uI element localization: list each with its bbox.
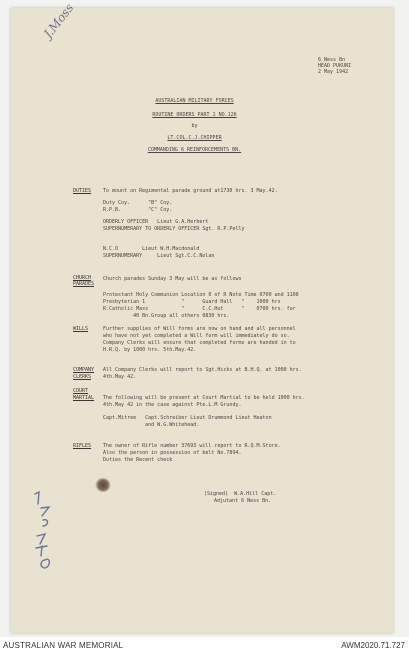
duties-line: N.C.O Lieut W.H.Macdonald (103, 246, 200, 252)
commander-name: LT.COL.C.J.CHIPPER (167, 135, 222, 141)
court-martial-line: The following will be present at Court Martial to be held 1000 hrs. (103, 395, 305, 401)
header-location: HEAD PUKUNI (318, 63, 352, 69)
church-line: Church parades Sunday 3 May will be as follows (103, 276, 242, 282)
footer-bar (0, 637, 409, 653)
court-martial-line: Capt.Mitree Capt.Schreiber Lieut Drummond Lieut Heaton (103, 415, 272, 421)
handwritten-annotation: J.Moss (41, 0, 77, 41)
ink-stain (95, 478, 111, 492)
duties-label: DUTIES (73, 188, 92, 194)
company-clerks-label: CLERKS (73, 374, 92, 380)
signature-line: (Signed) W.A.Hill Capt. (204, 491, 277, 497)
church-line: Presbyterian 1 " Guard Hall " 1000 hrs (103, 299, 281, 305)
footer-reference: AWM2020.71.727 (341, 641, 405, 650)
rifles-line: Duties the Recent check (103, 457, 173, 463)
church-label: PARADES (73, 281, 95, 287)
header-unit: 6 Ness Bn (318, 57, 346, 63)
header-date: 2 May 1942 (318, 69, 349, 75)
duties-line: Duty Coy. "B" Coy. (103, 200, 173, 206)
church-line: 40 Bn.Group all others 0830 hrs. (103, 313, 230, 319)
company-clerks-line: All Company Clerks will report to Sgt.Hicks at B.H.Q. at 1000 hrs. (103, 367, 302, 373)
commander-title: COMMANDING 6 REINFORCEMENTS BN. (147, 147, 242, 153)
duties-line: ORDERLY OFFICER Lieut G.A.Herbert (103, 219, 209, 225)
church-label: CHURCH (73, 275, 92, 281)
by-line: by (191, 123, 198, 129)
company-clerks-line: 4th.May 42. (103, 374, 137, 380)
wills-line: Company Clerks will ensure that completed forms are handed in to (103, 340, 296, 346)
church-line: Protestant Holy Communion Location 0 of R Note Time 0700 and 1100 (103, 292, 299, 298)
court-martial-line: and W.G.Whitehead. (103, 422, 200, 428)
rifles-line: The owner of Rifle number 37693 will report to R.Q.M.Store. (103, 443, 281, 449)
duties-line: R.P.B. "C" Coy. (103, 207, 173, 213)
wills-line: who have not yet completed a Will form will immediately do so. (103, 333, 290, 339)
court-martial-line: 4th.May 42 in the case against Pte.L.M Grundy. (103, 402, 242, 408)
footer-institution: AUSTRALIAN WAR MEMORIAL (3, 641, 124, 650)
duties-line: SUPERNUMERARY TO ORDERLY OFFICER Sgt. R.P.Pelly (103, 226, 245, 232)
court-martial-label: COURT (73, 388, 89, 394)
force-title: AUSTRALIAN MILITARY FORCES (155, 98, 234, 104)
duties-line: To mount on Regimental parade ground at1730 hrs. 3 May.42. (103, 188, 278, 194)
wills-label: WILLS (73, 326, 89, 332)
rifles-line: Also the person in possession of belt No.7894. (103, 450, 242, 456)
court-martial-label: MARTIAL (73, 395, 95, 401)
signature-title: Adjutant 6 Ness Bn. (214, 498, 272, 504)
company-clerks-label: COMPANY (73, 367, 95, 373)
church-line: R.Catholic Mass " C.C.Hut " 0700 hrs. for (103, 306, 296, 312)
archive-stamp (29, 490, 59, 575)
duties-line: SUPERNUMERARY Lieut Sgt.C.C.Nolan (103, 253, 215, 259)
rifles-label: RIFLES (73, 443, 92, 449)
wills-line: Further supplies of Will forms are now on hand and all personnel (103, 326, 296, 332)
orders-title: ROUTINE ORDERS PART 1 NO.126 (152, 112, 237, 118)
wills-line: H.R.Q. by 1000 hrs. 5th.May.42. (103, 347, 197, 353)
